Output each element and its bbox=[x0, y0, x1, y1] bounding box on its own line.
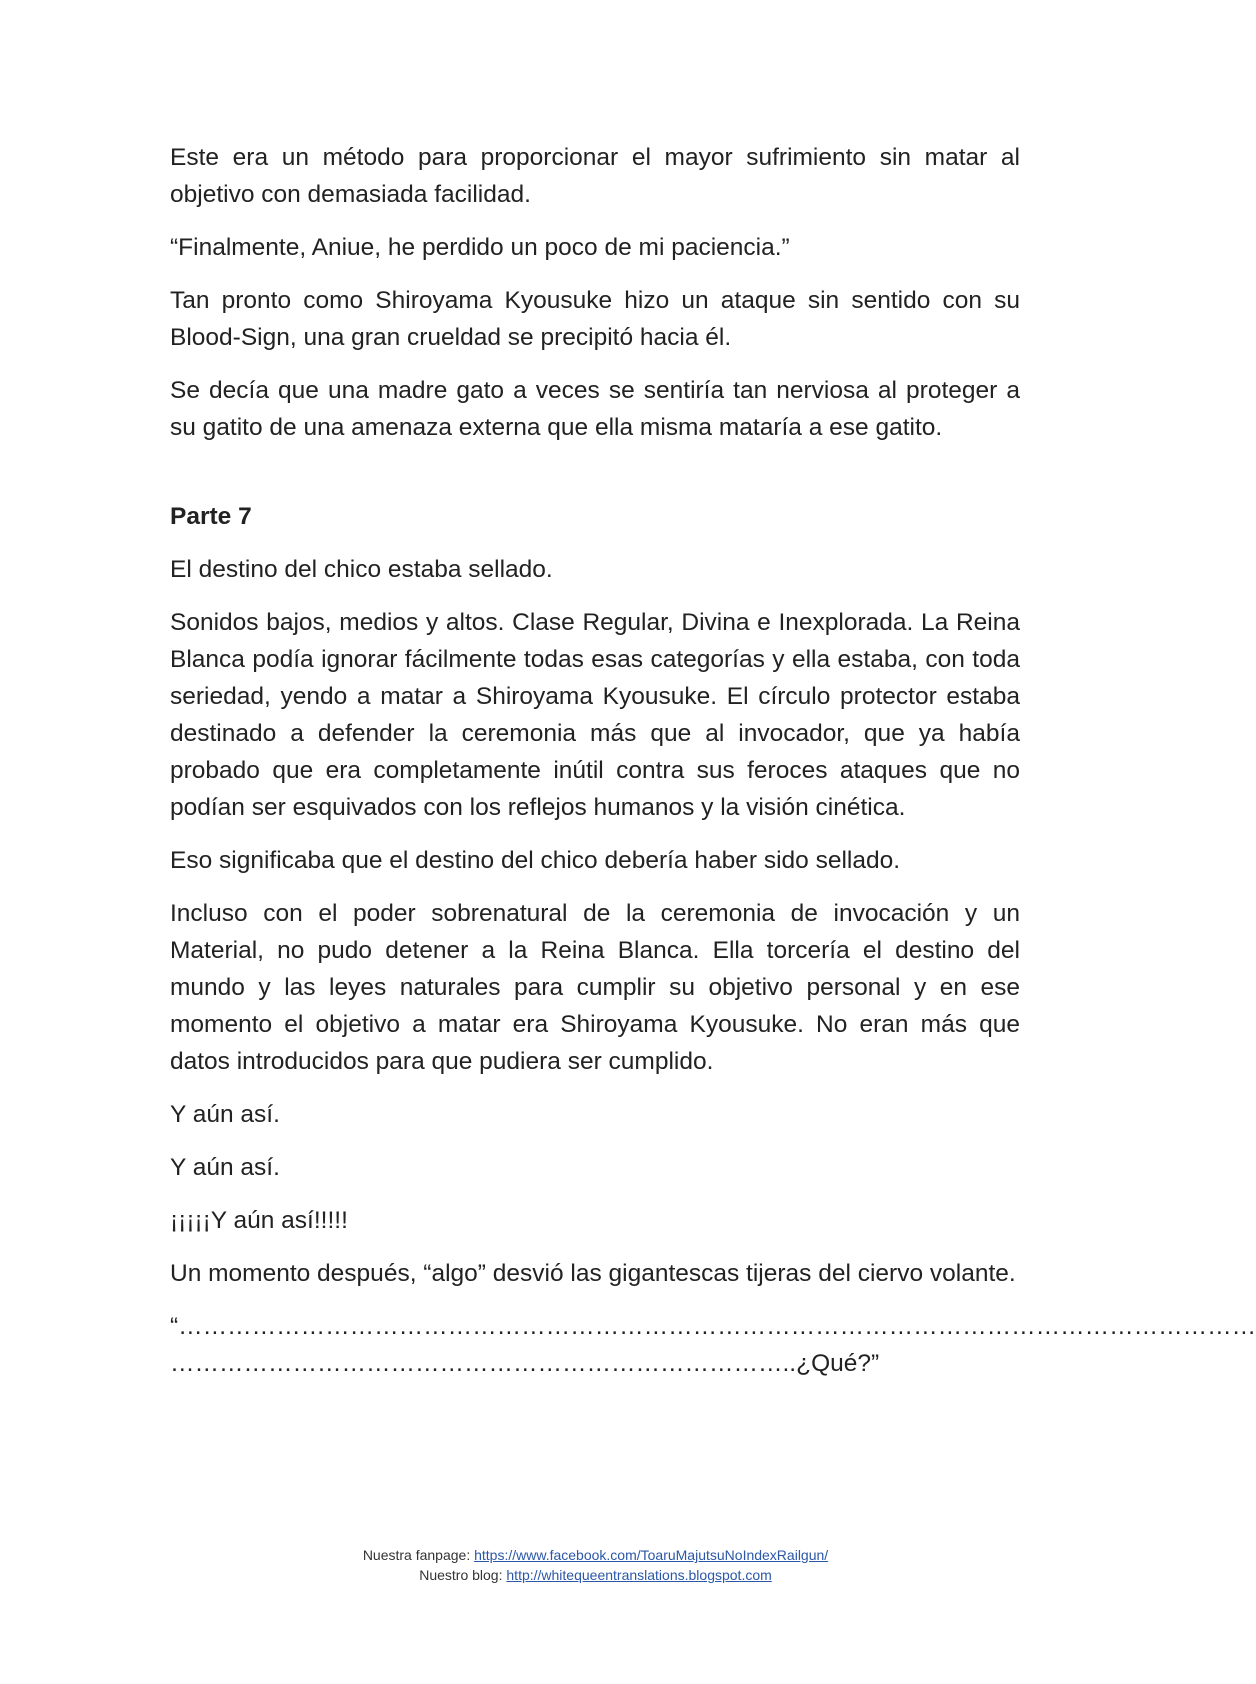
paragraph: Eso significaba que el destino del chico debería haber sido sellado. bbox=[170, 847, 901, 874]
paragraph: Un momento después, “algo” desvió las gigantescas tijeras del ciervo volante. bbox=[170, 1260, 1016, 1287]
paragraph: Y aún así. bbox=[170, 1154, 280, 1181]
section-heading: Parte 7 bbox=[170, 503, 252, 530]
blog-link[interactable]: http://whitequeentranslations.blogspot.com bbox=[506, 1567, 772, 1583]
paragraph: Incluso con el poder sobrenatural de la ceremonia de invocación y un Material, no pudo detener a la Reina Blanca. Ella torcería el destino del mundo y las leyes naturales para cumplir su objetivo personal y en ese momento el objetivo a matar era Shiroyama Kyousuke. No eran más que datos introducidos para que pudiera ser cumplido. bbox=[170, 900, 1020, 1075]
footer-fanpage-line bbox=[0, 1545, 1191, 1565]
dialogue-line: “…………………………………………………………………………………………………………………… bbox=[170, 1313, 1256, 1340]
paragraph: “Finalmente, Aniue, he perdido un poco de mi paciencia.” bbox=[170, 234, 790, 261]
footer-fanpage-label: Nuestra fanpage: bbox=[362, 1547, 475, 1563]
footer-blog-label: Nuestro blog: bbox=[419, 1567, 507, 1583]
paragraph: Tan pronto como Shiroyama Kyousuke hizo un ataque sin sentido con su Blood-Sign, una gran crueldad se precipitó hacia él. bbox=[170, 287, 1020, 351]
paragraph: El destino del chico estaba sellado. bbox=[170, 556, 553, 583]
paragraph: Se decía que una madre gato a veces se sentiría tan nerviosa al proteger a su gatito de una amenaza externa que ella misma mataría a ese gatito. bbox=[170, 377, 1020, 441]
document-body bbox=[170, 139, 1256, 1382]
paragraph: Este era un método para proporcionar el mayor sufrimiento sin matar al objetivo con demasiada facilidad. bbox=[170, 144, 1020, 208]
fanpage-link[interactable]: https://www.facebook.com/ToaruMajutsuNoIndexRailgun/ bbox=[474, 1547, 829, 1563]
paragraph: Y aún así. bbox=[170, 1101, 280, 1128]
paragraph: Sonidos bajos, medios y altos. Clase Regular, Divina e Inexplorada. La Reina Blanca podía ignorar fácilmente todas esas categorías y ella estaba, con toda seriedad, yendo a matar a Shiroyama Kyousuke. El círculo protector estaba destinado a defender la ceremonia más que al invocador, que ya había probado que era completamente inútil contra sus feroces ataques que no podían ser esquivados con los reflejos humanos y la visión cinética. bbox=[170, 609, 1020, 821]
paragraph: ¡¡¡¡¡Y aún así!!!!! bbox=[170, 1207, 348, 1234]
page-footer bbox=[0, 1545, 1191, 1585]
footer-blog-line bbox=[0, 1565, 1191, 1585]
dialogue-line: …………………………………………………………………..¿Qué?” bbox=[170, 1350, 880, 1377]
